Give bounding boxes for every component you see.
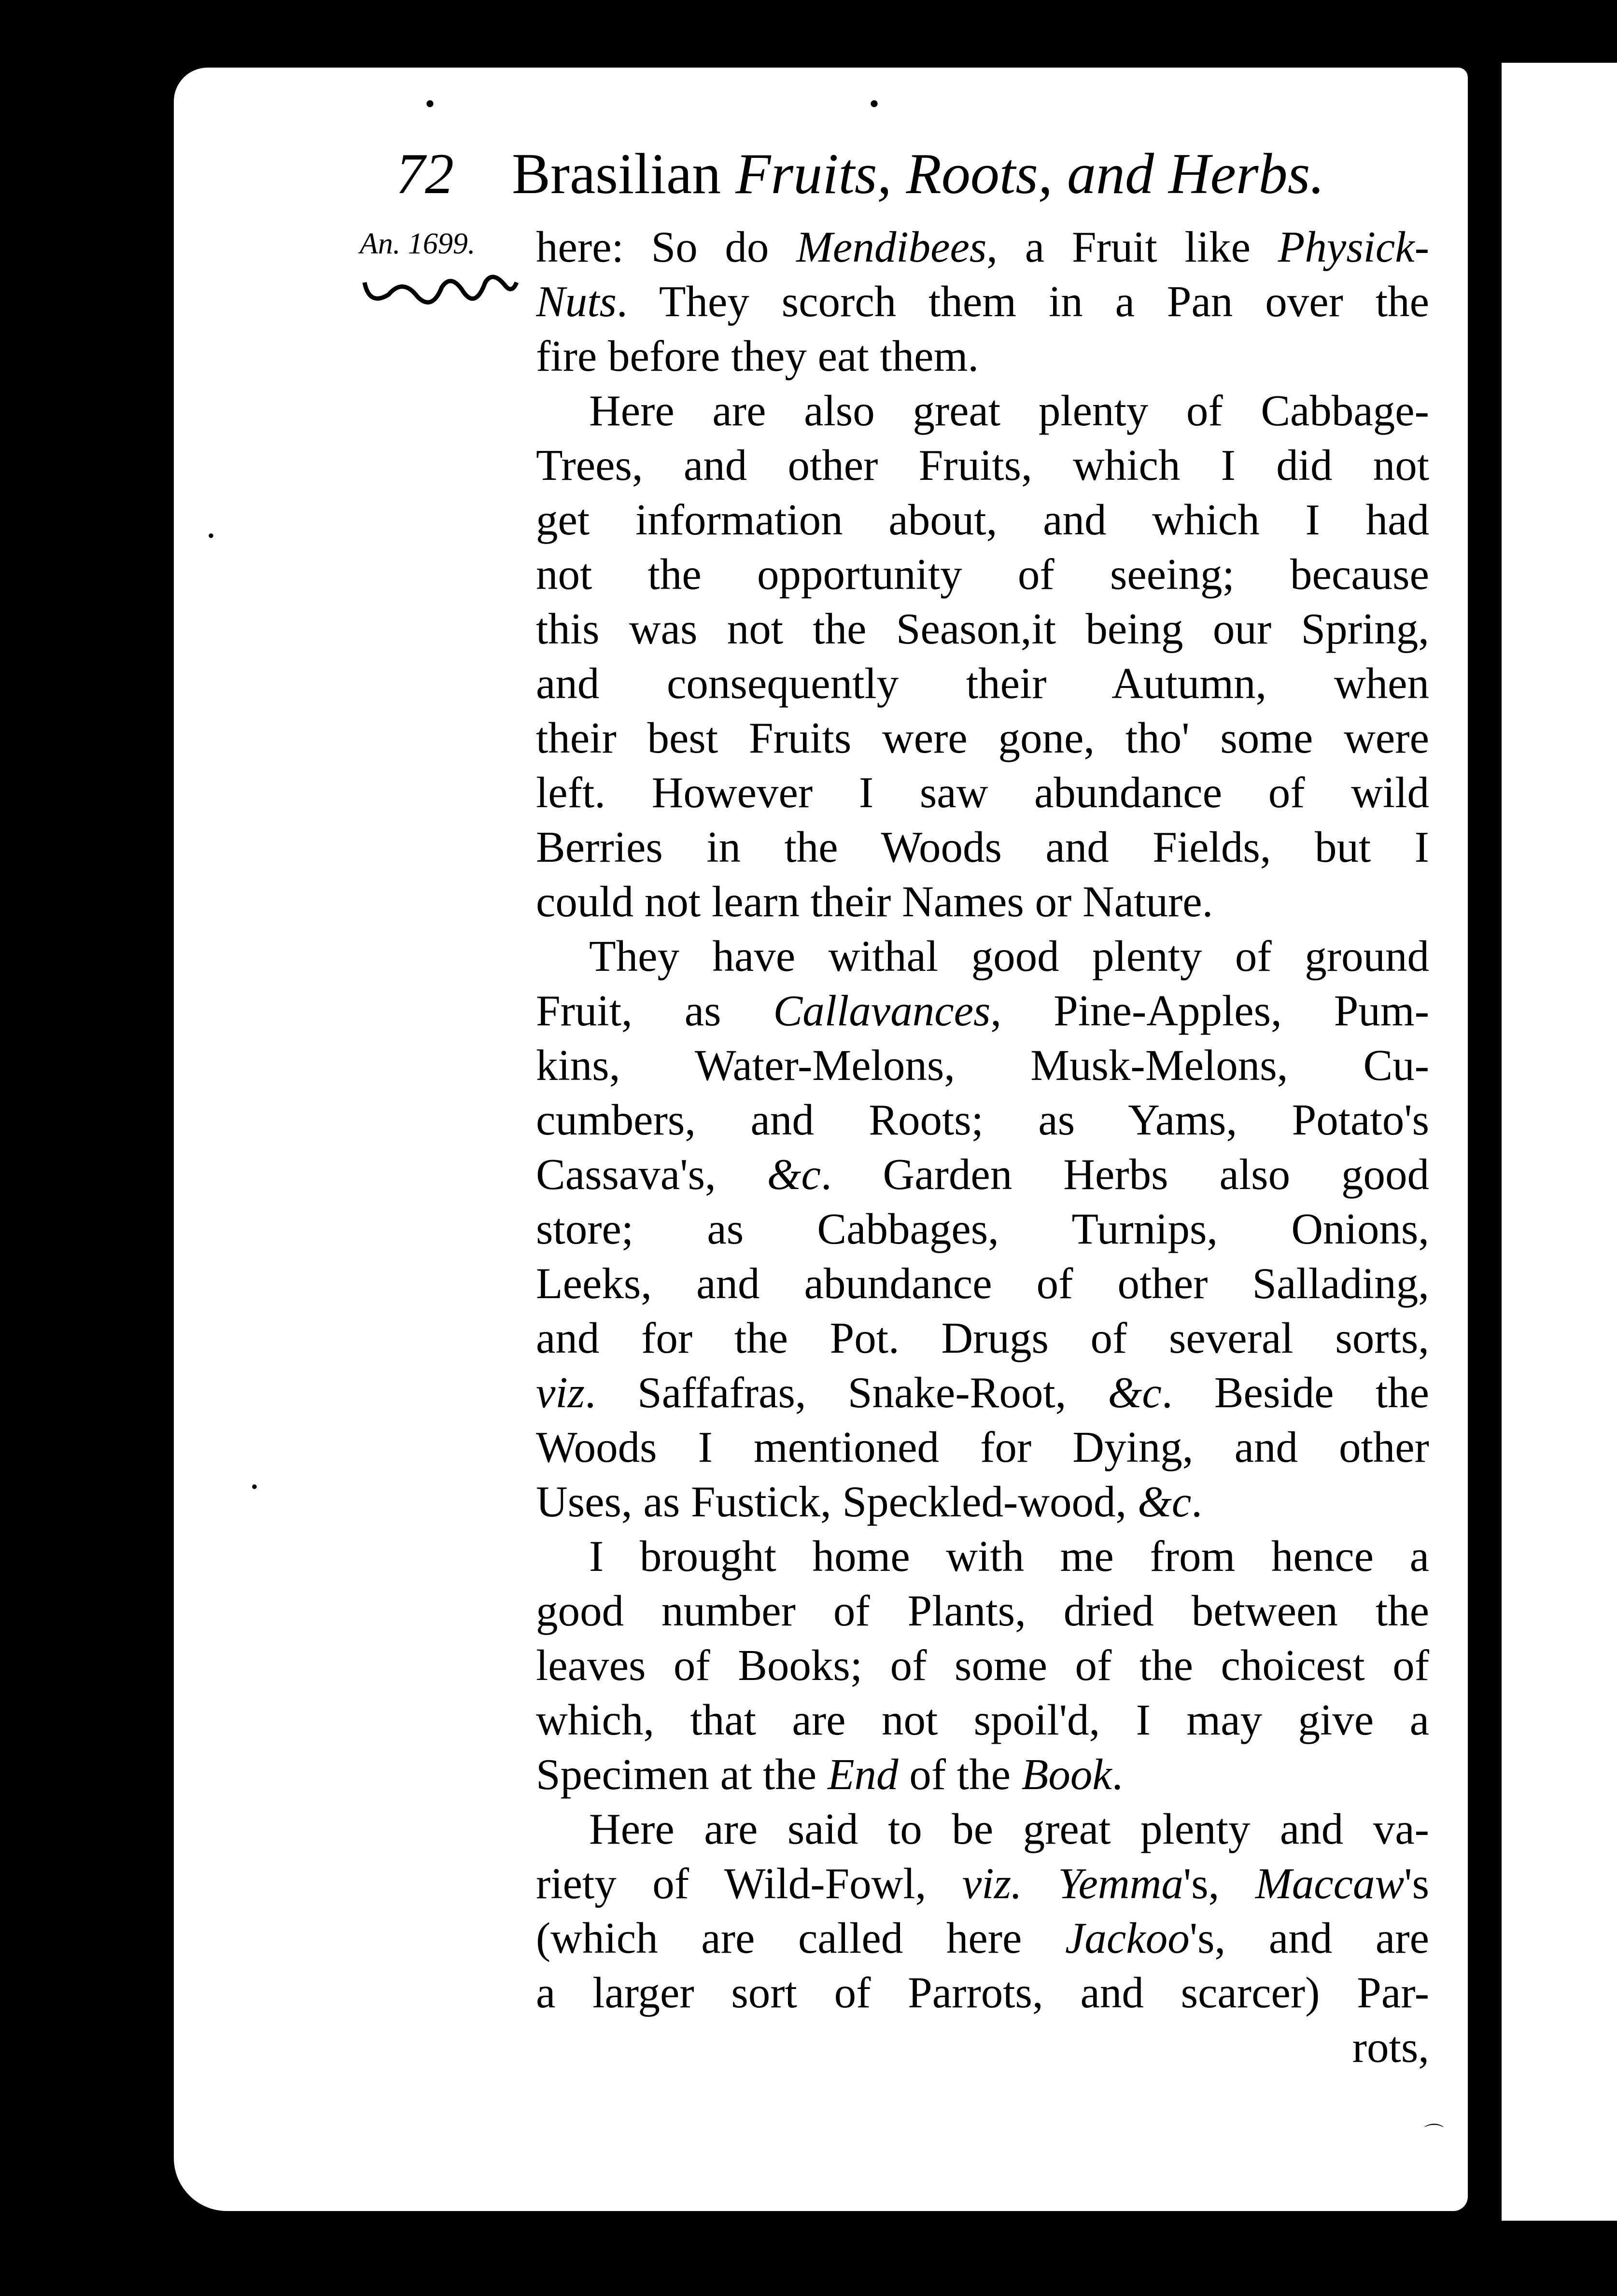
italic-text: &c — [1108, 1368, 1162, 1417]
italic-text: Jackoo — [1065, 1914, 1190, 1962]
page-header — [396, 138, 1415, 220]
text-segment: , a Fruit like — [986, 223, 1278, 271]
text-line — [536, 1420, 1429, 1474]
text-segment: They have withal good plenty of ground — [589, 932, 1429, 980]
italic-text: Maccaw — [1255, 1859, 1405, 1908]
text-line — [536, 1092, 1429, 1147]
page-number: 72 — [396, 141, 454, 206]
text-segment: get information about, and which I had — [536, 495, 1429, 544]
ink-speck: • — [251, 1476, 258, 1498]
text-segment: . Garden Herbs also good — [820, 1150, 1429, 1199]
text-segment: Uses, as Fustick, Speckled-wood, — [536, 1477, 1138, 1526]
text-line — [536, 438, 1429, 492]
italic-text: Book — [1021, 1750, 1112, 1799]
text-segment: cumbers, and Roots; as Yams, Potato's — [536, 1095, 1429, 1144]
italic-text: viz — [536, 1368, 585, 1417]
text-line — [536, 1529, 1429, 1583]
ink-speck: • — [208, 525, 215, 546]
text-segment: Specimen at the — [536, 1750, 828, 1799]
ink-speck: • — [425, 88, 436, 120]
text-segment: left. However I saw abundance of wild — [536, 768, 1429, 817]
text-segment: , Pine-Apples, Pum- — [990, 986, 1429, 1035]
text-line — [536, 1693, 1429, 1747]
text-segment: Cassava's, — [536, 1150, 767, 1199]
text-segment: Berries in the Woods and Fields, but I — [536, 823, 1429, 871]
text-segment: . — [1191, 1477, 1202, 1526]
text-segment: 's, — [1183, 1859, 1255, 1908]
text-segment: here: So do — [536, 223, 797, 271]
marginal-date: An. 1699. — [360, 227, 476, 260]
text-line — [536, 1965, 1429, 2020]
text-segment: Woods I mentioned for Dying, and other — [536, 1423, 1429, 1471]
facing-page-edge — [1502, 63, 1617, 2221]
text-line — [536, 765, 1429, 820]
ink-speck: • — [869, 88, 880, 120]
text-segment: good number of Plants, dried between the — [536, 1586, 1429, 1635]
text-segment: a larger sort of Parrots, and scarcer) Par- — [536, 1968, 1429, 2017]
text-line — [536, 1147, 1429, 1202]
text-line — [536, 547, 1429, 602]
text-segment: Fruit, as — [536, 986, 773, 1035]
text-line — [536, 1856, 1429, 1911]
text-line — [536, 274, 1429, 329]
text-segment: . — [1111, 1750, 1123, 1799]
text-line — [536, 1474, 1429, 1529]
text-line — [536, 1365, 1429, 1420]
text-line — [536, 1256, 1429, 1311]
text-segment: and consequently their Autumn, when — [536, 659, 1429, 708]
text-segment: store; as Cabbages, Turnips, Onions, — [536, 1204, 1429, 1253]
italic-text: End — [827, 1750, 899, 1799]
text-segment: . They scorch them in a Pan over the — [616, 277, 1429, 326]
text-segment: riety of Wild-Fowl, — [536, 1859, 962, 1908]
text-line — [536, 711, 1429, 765]
body-text — [536, 220, 1429, 2074]
text-line — [536, 874, 1429, 929]
text-segment: Here are said to be great plenty and va- — [589, 1805, 1429, 1853]
text-line — [536, 1638, 1429, 1693]
text-line — [536, 329, 1429, 383]
text-segment: 's — [1404, 1859, 1429, 1908]
text-line — [536, 220, 1429, 274]
italic-text: &c — [767, 1150, 821, 1199]
text-segment: fire before they eat them. — [536, 332, 979, 380]
text-line — [536, 383, 1429, 438]
text-segment: Trees, and other Fruits, which I did not — [536, 441, 1429, 490]
text-line — [536, 1202, 1429, 1256]
text-segment: leaves of Books; of some of the choicest of — [536, 1641, 1429, 1690]
text-line — [536, 492, 1429, 547]
text-line — [536, 1911, 1429, 1965]
ink-speck: ⌒ — [1424, 2123, 1444, 2144]
italic-text: Callavances — [773, 986, 991, 1035]
text-segment: could not learn their Names or Nature. — [536, 877, 1213, 926]
italic-text: Nuts — [536, 277, 617, 326]
text-segment: their best Fruits were gone, tho' some were — [536, 714, 1429, 762]
text-segment: Leeks, and abundance of other Sallading, — [536, 1259, 1429, 1308]
italic-text: Physick- — [1278, 223, 1429, 271]
running-head — [512, 138, 1324, 210]
text-line — [536, 656, 1429, 711]
italic-text: Mendibees — [796, 223, 987, 271]
text-line — [536, 1038, 1429, 1092]
text-segment: kins, Water-Melons, Musk-Melons, Cu- — [536, 1041, 1429, 1090]
italic-text: viz. Yemma — [962, 1859, 1183, 1908]
text-line — [536, 602, 1429, 656]
text-segment: Here are also great plenty of Cabbage- — [589, 386, 1429, 435]
text-segment: . Saffafras, Snake-Root, — [585, 1368, 1108, 1417]
text-segment: and for the Pot. Drugs of several sorts, — [536, 1314, 1429, 1362]
text-line — [536, 983, 1429, 1038]
text-segment: 's, and are — [1189, 1914, 1429, 1962]
marginal-swash-ornament — [360, 268, 519, 311]
text-segment: this was not the Season,it being our Spring, — [536, 604, 1429, 653]
text-segment: I brought home with me from hence a — [589, 1532, 1429, 1581]
text-line — [536, 820, 1429, 874]
text-line — [536, 1747, 1429, 1802]
text-segment: which, that are not spoil'd, I may give a — [536, 1695, 1429, 1744]
text-segment: . Beside the — [1161, 1368, 1429, 1417]
text-segment: of the — [898, 1750, 1022, 1799]
text-segment: not the opportunity of seeing; because — [536, 550, 1429, 599]
running-head-italic: Fruits, Roots, and Herbs. — [735, 141, 1325, 206]
running-head-plain: Brasilian — [512, 141, 736, 206]
text-line — [536, 929, 1429, 983]
text-segment: (which are called here — [536, 1914, 1066, 1962]
text-line — [536, 1311, 1429, 1365]
text-line — [536, 1583, 1429, 1638]
catchword: rots, — [1352, 2023, 1429, 2072]
italic-text: &c — [1138, 1477, 1192, 1526]
text-line — [536, 1802, 1429, 1856]
